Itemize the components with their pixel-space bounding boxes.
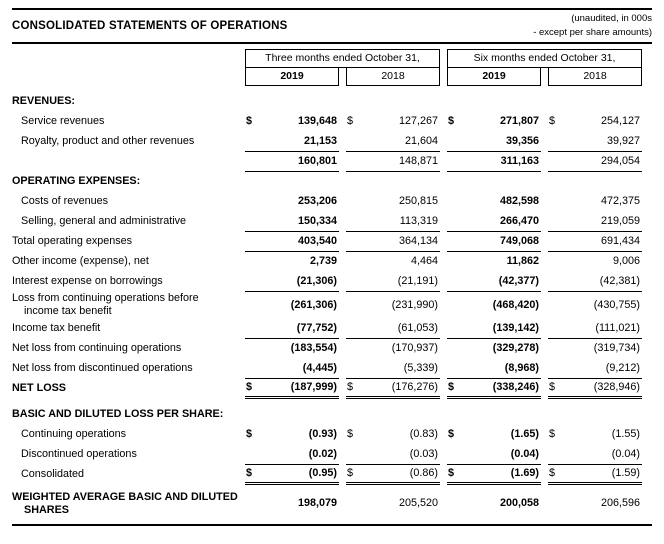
dollar-sign: $ bbox=[448, 466, 455, 479]
statement-row bbox=[12, 339, 652, 359]
cell-value: 311,163 bbox=[500, 154, 539, 167]
year-header-6mo-2019: 2019 bbox=[447, 67, 541, 86]
value-cell bbox=[346, 319, 440, 339]
dollar-sign: $ bbox=[347, 115, 354, 128]
cell-value: (139,142) bbox=[492, 321, 539, 334]
value-cell bbox=[548, 491, 642, 518]
value-cell bbox=[245, 379, 339, 399]
row-label-line1: NET LOSS bbox=[12, 381, 66, 394]
value-cell bbox=[245, 359, 339, 379]
value-cell bbox=[548, 272, 642, 292]
dollar-sign: $ bbox=[246, 428, 253, 440]
value-cell bbox=[245, 112, 339, 132]
cell-value: (42,377) bbox=[498, 274, 539, 287]
value-cell bbox=[346, 339, 440, 359]
value-cell bbox=[548, 232, 642, 252]
statement-row bbox=[12, 379, 652, 399]
cell-value: (187,999) bbox=[290, 380, 337, 393]
row-label bbox=[12, 195, 245, 208]
statement-row bbox=[12, 319, 652, 339]
cell-value: (9,212) bbox=[605, 361, 640, 374]
value-cell bbox=[447, 491, 541, 518]
row-label-line1: Consolidated bbox=[21, 467, 85, 480]
dollar-sign: $ bbox=[246, 466, 253, 479]
cell-value: (183,554) bbox=[290, 342, 337, 354]
column-headers bbox=[12, 49, 652, 86]
dollar-sign: $ bbox=[347, 380, 354, 393]
value-cell bbox=[447, 465, 541, 485]
row-label bbox=[12, 448, 245, 461]
row-label bbox=[12, 342, 245, 355]
row-label bbox=[12, 428, 245, 441]
statement-row bbox=[12, 252, 652, 272]
value-cell bbox=[548, 112, 642, 132]
value-cell bbox=[548, 359, 642, 379]
dollar-sign: $ bbox=[549, 115, 556, 128]
value-cell bbox=[548, 339, 642, 359]
cell-value: (430,755) bbox=[593, 298, 640, 311]
value-cell bbox=[346, 292, 440, 319]
cell-value: (42,381) bbox=[599, 274, 640, 287]
row-label bbox=[12, 215, 245, 228]
value-cell bbox=[447, 112, 541, 132]
statement-row bbox=[12, 491, 652, 518]
cell-value: 11,862 bbox=[506, 255, 539, 268]
section-header-row bbox=[12, 172, 652, 192]
cell-value: 21,604 bbox=[404, 134, 438, 147]
row-label-line1: Net loss from discontinued operations bbox=[12, 361, 193, 374]
row-label-line1: Costs of revenues bbox=[21, 194, 109, 207]
statement-row bbox=[12, 232, 652, 252]
dollar-sign: $ bbox=[549, 380, 556, 393]
value-cell bbox=[346, 359, 440, 379]
row-label-line1: Loss from continuing operations before bbox=[12, 291, 199, 304]
cell-value: (0.86) bbox=[409, 466, 438, 479]
cell-value: (338,246) bbox=[492, 380, 539, 393]
row-label-line1: Total operating expenses bbox=[12, 234, 133, 247]
statement-row bbox=[12, 132, 652, 152]
value-cell bbox=[447, 212, 541, 232]
dollar-sign: $ bbox=[347, 428, 354, 440]
cell-value: (1.65) bbox=[510, 428, 539, 440]
cell-value: 294,054 bbox=[600, 154, 640, 167]
row-label bbox=[12, 382, 245, 395]
row-label-line1: Service revenues bbox=[21, 114, 105, 127]
row-label-line1: BASIC AND DILUTED LOSS PER SHARE: bbox=[12, 407, 224, 420]
cell-value: (1.55) bbox=[611, 428, 640, 440]
cell-value: 127,267 bbox=[398, 115, 438, 128]
value-cell bbox=[548, 379, 642, 399]
value-cell bbox=[548, 465, 642, 485]
value-cell bbox=[245, 232, 339, 252]
row-label bbox=[12, 362, 245, 375]
value-cell bbox=[548, 292, 642, 319]
year-header-3mo-2018: 2018 bbox=[346, 67, 440, 86]
value-cell bbox=[245, 425, 339, 445]
statement-row bbox=[12, 112, 652, 132]
dollar-sign: $ bbox=[246, 115, 253, 128]
row-label bbox=[12, 408, 245, 421]
column-group-six-months bbox=[447, 49, 642, 86]
cell-value: (77,752) bbox=[296, 321, 337, 334]
value-cell bbox=[447, 152, 541, 172]
cell-value: (21,306) bbox=[296, 274, 337, 287]
value-cell bbox=[447, 232, 541, 252]
cell-value: 150,334 bbox=[297, 214, 337, 227]
value-cell bbox=[447, 359, 541, 379]
value-cell bbox=[245, 132, 339, 152]
cell-value: 200,058 bbox=[499, 497, 539, 510]
value-cell bbox=[346, 232, 440, 252]
row-label bbox=[12, 292, 245, 319]
row-label-line2: SHARES bbox=[24, 503, 69, 516]
value-cell bbox=[548, 152, 642, 172]
value-cell bbox=[346, 112, 440, 132]
cell-value: (231,990) bbox=[391, 298, 438, 311]
row-label-line1: Income tax benefit bbox=[12, 321, 101, 334]
cell-value: (176,276) bbox=[391, 380, 438, 393]
row-label bbox=[12, 275, 245, 288]
row-label-line1: OPERATING EXPENSES: bbox=[12, 174, 141, 187]
value-cell bbox=[447, 132, 541, 152]
value-cell bbox=[346, 252, 440, 272]
cell-value: (61,053) bbox=[397, 321, 438, 334]
value-cell bbox=[447, 339, 541, 359]
value-cell bbox=[346, 212, 440, 232]
value-cell bbox=[447, 319, 541, 339]
row-label bbox=[12, 255, 245, 268]
dollar-sign: $ bbox=[549, 466, 556, 479]
cell-value: (0.04) bbox=[510, 447, 539, 460]
cell-value: (261,306) bbox=[290, 298, 337, 311]
page-title: CONSOLIDATED STATEMENTS OF OPERATIONS bbox=[12, 20, 288, 32]
dollar-sign: $ bbox=[549, 428, 556, 440]
cell-value: (170,937) bbox=[391, 342, 438, 354]
statement-body bbox=[12, 92, 652, 518]
statement-row bbox=[12, 445, 652, 465]
statement-row bbox=[12, 292, 652, 319]
cell-value: (5,339) bbox=[403, 361, 438, 374]
cell-value: (0.95) bbox=[308, 466, 337, 479]
value-cell bbox=[447, 425, 541, 445]
dollar-sign: $ bbox=[448, 380, 455, 393]
value-cell bbox=[447, 445, 541, 465]
value-cell bbox=[447, 272, 541, 292]
cell-value: (0.83) bbox=[409, 428, 438, 440]
value-cell bbox=[245, 212, 339, 232]
cell-value: 198,079 bbox=[297, 497, 337, 510]
cell-value: (0.04) bbox=[611, 447, 640, 460]
statement-row bbox=[12, 192, 652, 212]
cell-value: 206,596 bbox=[600, 497, 640, 510]
value-cell bbox=[548, 132, 642, 152]
value-cell bbox=[346, 379, 440, 399]
dollar-sign: $ bbox=[347, 466, 354, 479]
value-cell bbox=[245, 252, 339, 272]
six-months-years bbox=[447, 68, 642, 86]
value-cell bbox=[346, 272, 440, 292]
cell-value: (329,278) bbox=[492, 342, 539, 354]
statement-header bbox=[12, 10, 652, 40]
row-label-line1: WEIGHTED AVERAGE BASIC AND DILUTED bbox=[12, 490, 238, 503]
row-label-line1: Royalty, product and other revenues bbox=[21, 134, 195, 147]
cell-value: (0.02) bbox=[308, 447, 337, 460]
cell-value: (4,445) bbox=[302, 361, 337, 374]
row-label-line1: Interest expense on borrowings bbox=[12, 274, 163, 287]
row-label bbox=[12, 235, 245, 248]
cell-value: (328,946) bbox=[593, 380, 640, 393]
statement-row bbox=[12, 152, 652, 172]
value-cell bbox=[346, 465, 440, 485]
cell-value: (319,734) bbox=[593, 342, 640, 354]
value-cell bbox=[346, 491, 440, 518]
row-label-line1: Selling, general and administrative bbox=[21, 214, 187, 227]
column-group-three-months bbox=[245, 49, 440, 86]
row-label bbox=[12, 115, 245, 128]
cell-value: 4,464 bbox=[410, 255, 438, 268]
statement-row bbox=[12, 212, 652, 232]
value-cell bbox=[245, 292, 339, 319]
value-cell bbox=[346, 152, 440, 172]
value-cell bbox=[447, 252, 541, 272]
cell-value: 254,127 bbox=[600, 115, 640, 128]
cell-value: 139,648 bbox=[297, 115, 337, 128]
cell-value: (8,968) bbox=[504, 361, 539, 374]
row-label-line1: REVENUES: bbox=[12, 94, 75, 107]
dollar-sign: $ bbox=[448, 115, 455, 128]
row-label bbox=[12, 135, 245, 148]
value-cell bbox=[245, 339, 339, 359]
cell-value: 482,598 bbox=[499, 195, 539, 208]
cell-value: 266,470 bbox=[499, 214, 539, 227]
row-label-line1: Continuing operations bbox=[21, 427, 127, 440]
value-cell bbox=[447, 192, 541, 212]
cell-value: 9,006 bbox=[612, 255, 640, 268]
cell-value: 148,871 bbox=[398, 154, 438, 167]
unaudited-note-line2: - except per share amounts) bbox=[533, 26, 652, 38]
value-cell bbox=[447, 379, 541, 399]
cell-value: (21,191) bbox=[397, 274, 438, 287]
cell-value: (0.93) bbox=[308, 428, 337, 440]
statement-row bbox=[12, 465, 652, 485]
statement-row bbox=[12, 425, 652, 445]
cell-value: 691,434 bbox=[600, 234, 640, 247]
value-cell bbox=[548, 192, 642, 212]
cell-value: (111,021) bbox=[595, 321, 640, 334]
value-cell bbox=[447, 292, 541, 319]
row-label bbox=[12, 468, 245, 481]
cell-value: 2,739 bbox=[309, 255, 337, 268]
cell-value: 39,927 bbox=[606, 134, 640, 147]
section-header-row bbox=[12, 405, 652, 425]
label-column-spacer bbox=[12, 49, 245, 86]
cell-value: 271,807 bbox=[499, 115, 539, 128]
row-label bbox=[12, 95, 245, 108]
cell-value: (0.03) bbox=[409, 447, 438, 460]
unaudited-note bbox=[533, 11, 652, 40]
value-cell bbox=[245, 272, 339, 292]
statement-row bbox=[12, 359, 652, 379]
value-cell bbox=[346, 192, 440, 212]
row-label bbox=[12, 491, 245, 518]
year-header-6mo-2018: 2018 bbox=[548, 67, 642, 86]
unaudited-note-line1: (unaudited, in 000s bbox=[571, 13, 652, 24]
three-months-years bbox=[245, 68, 440, 86]
cell-value: 21,153 bbox=[303, 134, 337, 147]
bottom-border-rule bbox=[12, 524, 652, 526]
value-cell bbox=[548, 252, 642, 272]
dollar-sign: $ bbox=[448, 428, 455, 440]
row-label bbox=[12, 175, 245, 188]
section-header-row bbox=[12, 92, 652, 112]
three-months-header: Three months ended October 31, bbox=[245, 49, 440, 68]
value-cell bbox=[245, 491, 339, 518]
cell-value: 113,319 bbox=[399, 214, 438, 227]
cell-value: 472,375 bbox=[600, 195, 640, 208]
cell-value: (1.59) bbox=[611, 466, 640, 479]
cell-value: 39,356 bbox=[505, 134, 539, 147]
value-cell bbox=[245, 465, 339, 485]
cell-value: (1.69) bbox=[510, 466, 539, 479]
cell-value: (468,420) bbox=[492, 298, 539, 311]
value-cell bbox=[548, 425, 642, 445]
value-cell bbox=[548, 319, 642, 339]
row-label-line1: Net loss from continuing operations bbox=[12, 341, 182, 354]
cell-value: 205,520 bbox=[398, 497, 438, 510]
value-cell bbox=[346, 445, 440, 465]
cell-value: 364,134 bbox=[398, 234, 438, 247]
value-cell bbox=[245, 319, 339, 339]
six-months-header: Six months ended October 31, bbox=[447, 49, 642, 68]
value-cell bbox=[548, 445, 642, 465]
dollar-sign: $ bbox=[246, 380, 253, 393]
value-cell bbox=[346, 425, 440, 445]
header-rule bbox=[12, 42, 652, 44]
year-header-3mo-2019: 2019 bbox=[245, 67, 339, 86]
cell-value: 253,206 bbox=[297, 195, 337, 208]
value-cell bbox=[245, 192, 339, 212]
cell-value: 403,540 bbox=[297, 234, 337, 247]
row-label-line2: income tax benefit bbox=[24, 305, 112, 318]
cell-value: 250,815 bbox=[398, 195, 438, 208]
value-cell bbox=[346, 132, 440, 152]
row-label-line1: Other income (expense), net bbox=[12, 254, 149, 267]
cell-value: 219,059 bbox=[600, 214, 640, 227]
statement-row bbox=[12, 272, 652, 292]
value-cell bbox=[245, 445, 339, 465]
cell-value: 749,068 bbox=[499, 234, 539, 247]
value-cell bbox=[548, 212, 642, 232]
value-cell bbox=[245, 152, 339, 172]
row-label bbox=[12, 322, 245, 335]
cell-value: 160,801 bbox=[297, 154, 337, 167]
row-label-line1: Discontinued operations bbox=[21, 447, 137, 460]
